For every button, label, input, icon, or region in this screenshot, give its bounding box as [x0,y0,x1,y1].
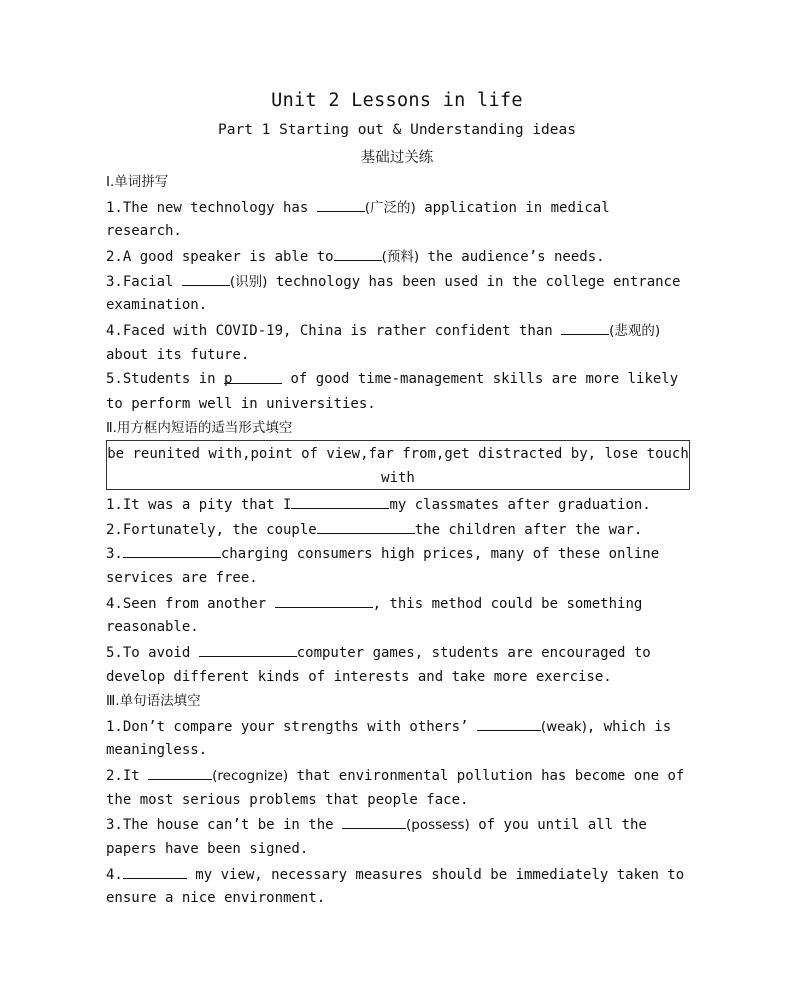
question-1-4: 4.Faced with COVID-19, China is rather confident than (悲观的) [106,320,660,341]
question-1-4-cont: about its future. [106,347,250,363]
phrase-box-line-1: be reunited with,point of view,far from,get distracted by, lose touch [107,446,689,462]
answer-blank[interactable] [291,494,389,509]
question-2-3-cont: services are free. [106,570,258,586]
answer-blank[interactable] [199,642,297,657]
question-3-2: 2.It (recognize) that environmental pollution has become one of [106,765,684,786]
answer-blank[interactable] [317,197,365,212]
question-3-4-cont: ensure a nice environment. [106,890,326,906]
answer-blank[interactable] [317,519,415,534]
answer-blank[interactable] [148,765,212,780]
question-3-1: 1.Don’t compare your strengths with others’ (weak), which is [106,716,671,737]
question-3-3-cont: papers have been signed. [106,841,309,857]
question-2-5: 5.To avoid computer games, students are encouraged to [106,642,651,663]
answer-blank-with-initial[interactable]: p [224,369,282,384]
question-1-5: 5.Students in p of good time-management skills are more likely [106,371,679,387]
question-3-3: 3.The house can’t be in the (possess) of you until all the [106,814,647,835]
page-subtitle: Part 1 Starting out & Understanding ideas [218,122,576,138]
question-2-4-cont: reasonable. [106,619,199,635]
answer-blank[interactable] [561,320,609,335]
section-group-title: 基础过关练 [360,150,434,166]
question-1-1-cont: research. [106,223,182,239]
answer-blank[interactable] [123,864,187,879]
section-3-heading: Ⅲ.单句语法填空 [106,693,201,709]
question-1-1: 1.The new technology has (广泛的) application in medical [106,197,610,218]
question-2-2: 2.Fortunately, the couple the children after the war. [106,519,642,540]
question-2-1: 1.It was a pity that I my classmates after graduation. [106,494,651,515]
phrase-box-line-2: with [381,470,415,486]
section-1-heading: Ⅰ.单词拼写 [106,174,169,190]
question-2-4: 4.Seen from another , this method could be something [106,593,642,614]
question-2-3: 3. charging consumers high prices, many of these online [106,543,659,564]
answer-blank[interactable] [342,814,406,829]
answer-blank[interactable] [334,246,382,261]
question-1-3: 3.Facial (识别) technology has been used in the college entrance [106,271,680,292]
phrase-box [106,440,690,490]
answer-blank[interactable] [477,716,541,731]
page-title: Unit 2 Lessons in life [271,90,523,111]
question-1-5-cont: to perform well in universities. [106,396,376,412]
answer-blank[interactable] [123,543,221,558]
question-1-2: 2.A good speaker is able to (预料) the audience’s needs. [106,246,605,267]
answer-blank[interactable] [275,593,373,608]
section-2-heading: Ⅱ.用方框内短语的适当形式填空 [106,420,293,436]
answer-blank[interactable] [182,271,230,286]
question-2-5-cont: develop different kinds of interests and take more exercise. [106,669,612,685]
question-3-2-cont: the most serious problems that people face. [106,792,469,808]
question-1-3-cont: examination. [106,297,208,313]
question-3-4: 4. my view, necessary measures should be immediately taken to [106,864,684,885]
question-3-1-cont: meaningless. [106,742,208,758]
